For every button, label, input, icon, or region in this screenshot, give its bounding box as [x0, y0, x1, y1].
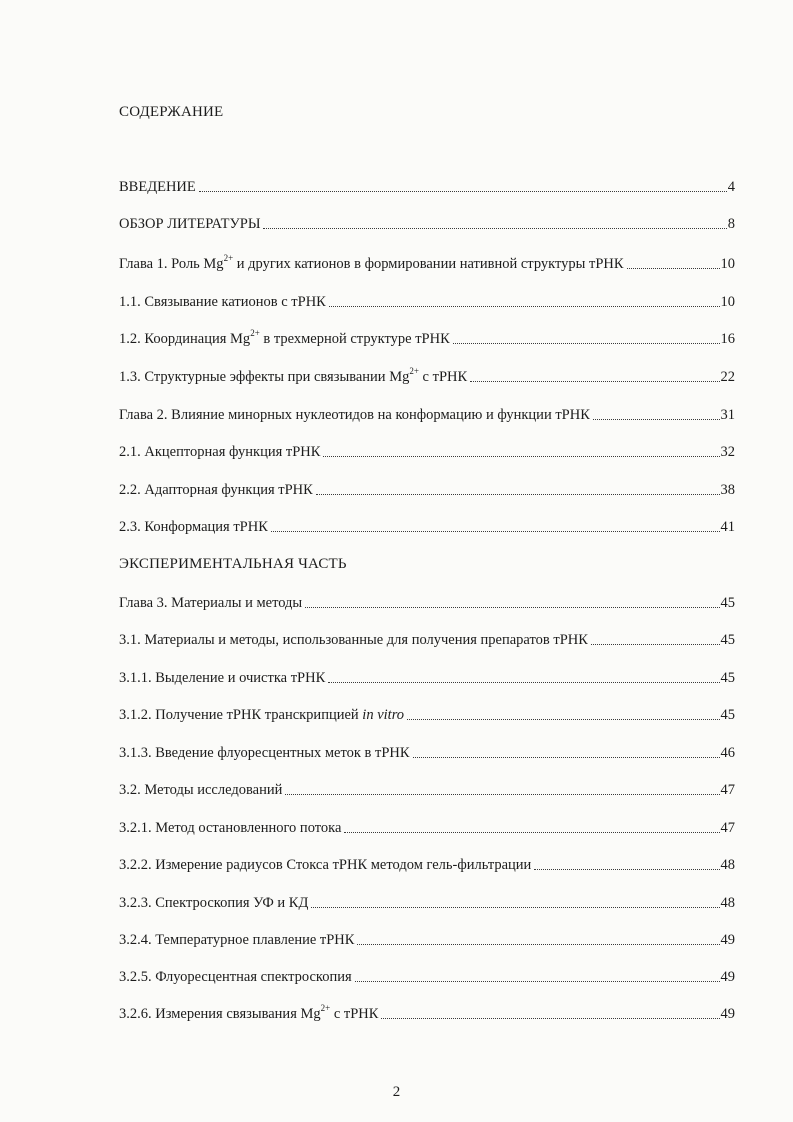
toc-entry	[119, 366, 735, 386]
toc-entry	[119, 291, 735, 311]
toc-entry-page: 45	[720, 670, 735, 686]
toc-entry-page: 41	[720, 519, 735, 535]
toc-entry-label: 2.3. Конформация тРНК	[119, 519, 268, 535]
toc-entry-label: 3.2.2. Измерение радиусов Стокса тРНК методом гель-фильтрации	[119, 857, 532, 873]
toc-entry-page: 45	[720, 707, 735, 723]
toc-entry	[119, 213, 735, 233]
toc-leader-dots	[413, 757, 720, 758]
toc-entry-page: 49	[720, 1006, 735, 1022]
toc-entry-label: ОБЗОР ЛИТЕРАТУРЫ	[119, 216, 261, 232]
toc-entry-label: 3.1.1. Выделение и очистка тРНК	[119, 670, 326, 686]
toc-entry-page: 22	[720, 369, 735, 385]
toc-entry	[119, 629, 735, 649]
toc-leader-dots	[453, 343, 720, 344]
toc-entry	[119, 704, 735, 724]
toc-entry-label: Глава 3. Материалы и методы	[119, 595, 303, 611]
toc-entry-label: 3.2.5. Флуоресцентная спектроскопия	[119, 969, 352, 985]
toc-entry	[119, 854, 735, 874]
page-number: 2	[392, 1084, 401, 1100]
toc-leader-dots	[534, 869, 719, 870]
toc-entry-page: 4	[727, 179, 735, 195]
toc-entry-label: Глава 2. Влияние минорных нуклеотидов на конформацию и функции тРНК	[119, 407, 590, 423]
toc-entry	[119, 328, 735, 348]
toc-entry	[119, 479, 735, 499]
toc-entry-label: 1.2. Координация $Mg^{2+}$ в трехмерной структуре тРНК	[119, 328, 450, 347]
toc-entry-page: 10	[720, 294, 735, 310]
toc-leader-dots	[328, 682, 719, 683]
toc-entry-page: 47	[720, 820, 735, 836]
toc-leader-dots	[271, 531, 720, 532]
toc-entry-page: 8	[727, 216, 735, 232]
toc-entry	[119, 966, 735, 986]
toc-entry	[119, 516, 735, 536]
toc-entry-page: 45	[720, 595, 735, 611]
toc-entry	[119, 1003, 735, 1023]
section-heading-experimental: ЭКСПЕРИМЕНТАЛЬНАЯ ЧАСТЬ	[119, 556, 347, 572]
toc-leader-dots	[407, 719, 719, 720]
toc-entry-page: 49	[720, 969, 735, 985]
toc-entry	[119, 592, 735, 612]
toc-entry	[119, 441, 735, 461]
toc-entry-page: 31	[720, 407, 735, 423]
toc-entry	[119, 817, 735, 837]
toc-entry-label: 1.1. Связывание катионов с тРНК	[119, 294, 326, 310]
toc-entry-page: 49	[720, 932, 735, 948]
toc-leader-dots	[316, 494, 720, 495]
toc-leader-dots	[591, 644, 720, 645]
toc-entry-page: 48	[720, 857, 735, 873]
toc-leader-dots	[627, 268, 720, 269]
toc-entry-page: 47	[720, 782, 735, 798]
toc-entry-page: 10	[720, 256, 735, 272]
toc-entry-label: 3.1.2. Получение тРНК транскрипцией in vitro	[119, 707, 405, 723]
toc-leader-dots	[285, 794, 719, 795]
toc-leader-dots	[470, 381, 719, 382]
toc-entry-label: 3.2.6. Измерения связывания $Mg^{2+}$ с тРНК	[119, 1003, 379, 1022]
toc-entry-page: 16	[720, 331, 735, 347]
toc-leader-dots	[357, 944, 719, 945]
toc-entry-label: ВВЕДЕНИЕ	[119, 179, 196, 195]
toc-entry	[119, 253, 735, 273]
toc-entry-label: Глава 1. Роль $Mg^{2+}$ и других катионов в формировании нативной структуры тРНК	[119, 253, 624, 272]
toc-entry-page: 32	[720, 444, 735, 460]
toc-entry	[119, 404, 735, 424]
toc-entry-page: 38	[720, 482, 735, 498]
toc-entry-label: 3.2. Методы исследований	[119, 782, 283, 798]
toc-entry	[119, 742, 735, 762]
toc-leader-dots	[593, 419, 720, 420]
toc-entry-label: 2.2. Адапторная функция тРНК	[119, 482, 313, 498]
toc-leader-dots	[305, 607, 719, 608]
toc-entry-label: 3.2.3. Спектроскопия УФ и КД	[119, 895, 309, 911]
toc-entry-page: 48	[720, 895, 735, 911]
toc-leader-dots	[263, 228, 726, 229]
toc-entry-label: 3.2.4. Температурное плавление тРНК	[119, 932, 355, 948]
toc-leader-dots	[311, 907, 719, 908]
toc-entry	[119, 929, 735, 949]
toc-entry-label: 3.1. Материалы и методы, использованные для получения препаратов тРНК	[119, 632, 588, 648]
toc-leader-dots	[199, 191, 727, 192]
toc-entry-page: 45	[720, 632, 735, 648]
toc-title: СОДЕРЖАНИЕ	[119, 104, 224, 120]
toc-leader-dots	[355, 981, 720, 982]
toc-entry	[119, 667, 735, 687]
toc-entry	[119, 779, 735, 799]
toc-entry-label: 3.2.1. Метод остановленного потока	[119, 820, 342, 836]
toc-entry	[119, 892, 735, 912]
toc-entry	[119, 176, 735, 196]
toc-entry-label: 2.1. Акцепторная функция тРНК	[119, 444, 321, 460]
toc-leader-dots	[323, 456, 719, 457]
toc-entry-page: 46	[720, 745, 735, 761]
toc-leader-dots	[329, 306, 720, 307]
toc-leader-dots	[344, 832, 719, 833]
toc-leader-dots	[381, 1018, 719, 1019]
toc-entry-label: 1.3. Структурные эффекты при связывании $Mg^{2+}$ с тРНК	[119, 366, 468, 385]
toc-entry-label: 3.1.3. Введение флуоресцентных меток в тРНК	[119, 745, 410, 761]
